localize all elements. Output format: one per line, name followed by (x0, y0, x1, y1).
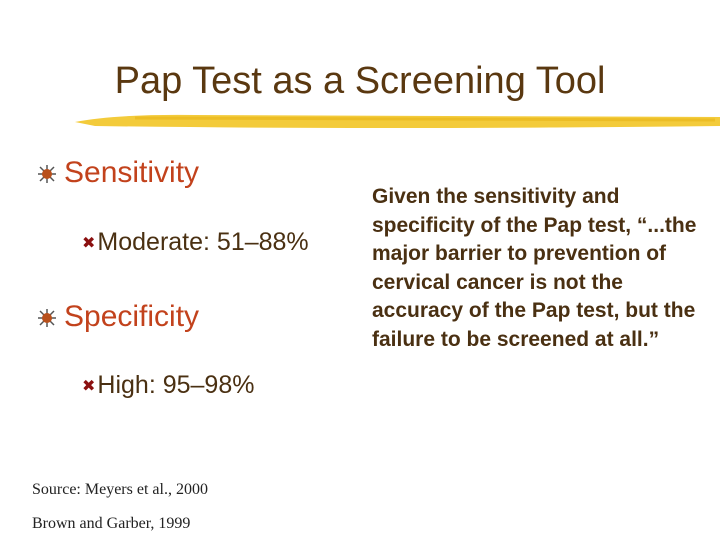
bullet-sensitivity (38, 156, 199, 190)
sub-bullet-label: High: 95–98% (97, 371, 255, 399)
source-line-2: Brown and Garber, 1999 (32, 515, 191, 532)
bullet-label: Sensitivity (64, 156, 200, 189)
slide-title: Pap Test as a Screening Tool (114, 60, 606, 102)
source-line-1: Source: Meyers et al., 2000 (32, 481, 208, 498)
sub-bullet-specificity (82, 371, 254, 400)
sun-bullet-icon (38, 309, 56, 327)
sub-bullet-label: Moderate: 51–88% (97, 228, 309, 256)
sun-bullet-icon (38, 165, 56, 183)
quote-text: Given the sensitivity and specificity of the Pap test, “...the major barrier to prevention of cervical cancer is not the accuracy of the Pap test, but the failure to be screened at all.” (372, 185, 697, 351)
bullet-specificity (38, 300, 199, 334)
bullet-label: Specificity (64, 300, 200, 333)
sub-bullet-sensitivity (82, 228, 309, 257)
x-bullet-icon: ✖ (82, 378, 96, 396)
highlighter-underline (75, 108, 720, 130)
x-bullet-icon: ✖ (82, 235, 96, 253)
